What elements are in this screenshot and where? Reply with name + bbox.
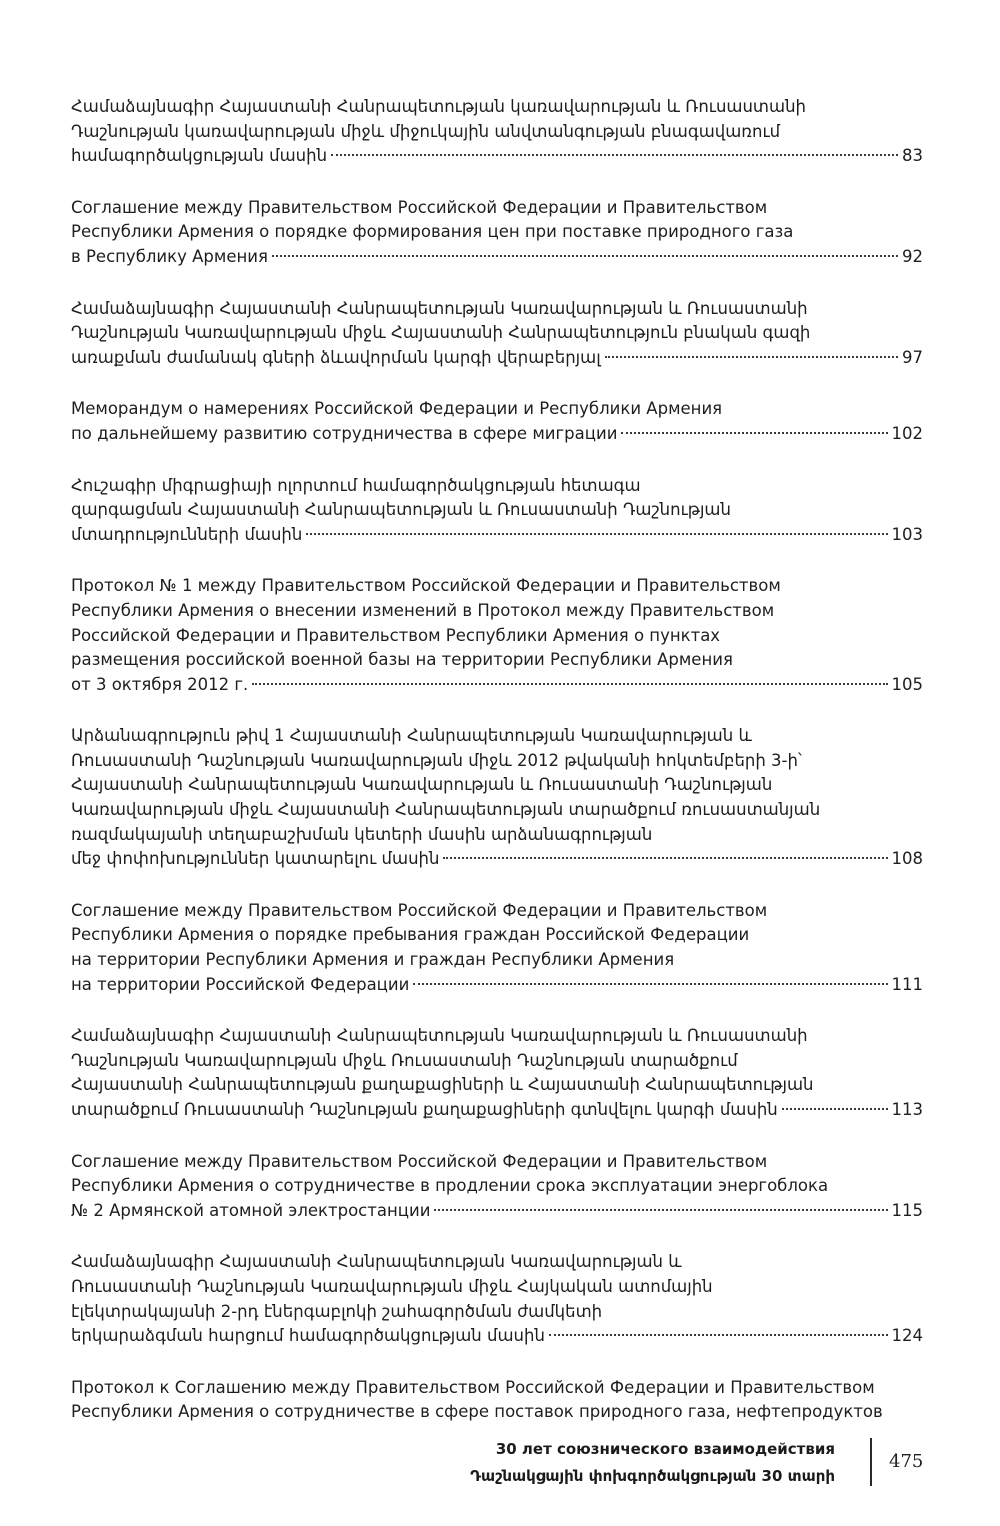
toc-entry-line: Հայաստանի Հանրապետության Կառավարության և Ռուսաստանի Դաշնության <box>71 775 773 795</box>
toc-entry-line: Соглашение между Правительством Российской Федерации и Правительством <box>71 900 768 920</box>
toc-entry-line: Կառավարության միջև Հայաստանի Հանրապետության տարածքում ռուսաստանյան <box>71 800 821 820</box>
toc-entry <box>71 899 923 997</box>
toc-entry-final-line <box>71 973 923 998</box>
toc-entry-line: Республики Армения о сотрудничестве в продлении срока эксплуатации энергоблока <box>71 1176 829 1196</box>
toc-entry-line: համագործակցության մասին <box>71 146 328 166</box>
toc-entry-final-line <box>71 673 923 698</box>
toc-entry-line: по дальнейшему развитию сотрудничества в сфере миграции <box>71 423 618 443</box>
toc-entry <box>71 474 923 548</box>
dot-leader <box>252 683 887 685</box>
dot-leader <box>272 255 898 257</box>
toc-page-number: 97 <box>902 347 923 367</box>
toc-page-number: 113 <box>891 1100 923 1119</box>
dot-leader <box>605 356 898 358</box>
toc-entry-line: Республики Армения о порядке пребывания граждан Российской Федерации <box>71 925 750 945</box>
toc-page-number: 103 <box>891 524 923 544</box>
toc-entry-final-line <box>71 1324 923 1349</box>
toc-entry-line: Դաշնության կառավարության միջև միջուկային անվտանգության բնագավառում <box>71 121 781 141</box>
footer-title-russian: 30 лет союзнического взаимодействия <box>495 1440 835 1458</box>
dot-leader <box>413 983 887 985</box>
toc-entry-line: Протокол к Соглашению между Правительством Российской Федерации и Правительством <box>71 1377 875 1397</box>
toc-page-number: 92 <box>902 246 923 266</box>
toc-page-number: 102 <box>891 423 923 443</box>
toc-entry-line: на территории Республики Армения и граждан Республики Армения <box>71 950 675 970</box>
toc-entry-final-line <box>71 523 923 548</box>
dot-leader <box>621 432 887 434</box>
toc-entry-line: в Республику Армения <box>71 246 268 266</box>
toc-entry <box>71 574 923 697</box>
dot-leader <box>782 1108 888 1110</box>
toc-entry-line: Протокол № 1 между Правительством Российской Федерации и Правительством <box>71 576 781 596</box>
toc-page-number: 105 <box>891 674 923 694</box>
toc-entry-final-line <box>71 346 923 371</box>
dot-leader <box>443 857 887 859</box>
page-number: 475 <box>889 1451 924 1472</box>
toc-entry-line: տարածքում Ռուսաստանի Դաշնության քաղաքացիների գտնվելու կարգի մասին <box>71 1100 778 1119</box>
toc-page-number: 111 <box>891 974 923 994</box>
table-of-contents <box>71 95 923 1453</box>
toc-entry <box>71 1150 923 1224</box>
toc-entry-line: Республики Армения о внесении изменений в Протокол между Правительством <box>71 600 775 620</box>
toc-entry <box>71 95 923 169</box>
toc-page-number: 108 <box>891 849 923 869</box>
toc-entry <box>71 397 923 446</box>
toc-entry-line: Համաձայնագիր Հայաստանի Հանրապետության Կառավարության և Ռուսաստանի <box>71 298 808 318</box>
toc-entry-partial <box>71 1376 923 1426</box>
toc-entry-line: Հայաստանի Հանրապետության քաղաքացիների և Հայաստանի Հանրապետության <box>71 1075 814 1095</box>
dot-leader <box>306 533 887 535</box>
toc-entry-line: размещения российской военной базы на территории Республики Армения <box>71 650 733 670</box>
toc-entry-line: Դաշնության Կառավարության միջև Հայաստանի Հանրապետություն բնական գազի <box>71 323 811 343</box>
toc-entry-line: երկարաձգման հարցում համագործակցության մասին <box>71 1326 545 1346</box>
toc-entry-line: от 3 октября 2012 г. <box>71 674 249 694</box>
toc-entry-line: Соглашение между Правительством Российской Федерации и Правительством <box>71 197 768 217</box>
toc-entry-final-line <box>71 245 923 270</box>
toc-entry-line: առաքման ժամանակ գների ձևավորման կարգի վերաբերյալ <box>71 347 601 367</box>
toc-page-number: 115 <box>891 1200 923 1220</box>
toc-entry-line: Республики Армения о сотрудничестве в сфере поставок природного газа, нефтепродуктов <box>71 1402 883 1422</box>
toc-page-number: 124 <box>891 1326 923 1346</box>
toc-entry-final-line <box>71 422 923 447</box>
toc-entry-final-line <box>71 1098 923 1123</box>
toc-entry-line: Соглашение между Правительством Российской Федерации и Правительством <box>71 1151 768 1171</box>
toc-entry <box>71 196 923 270</box>
toc-entry-final-line <box>71 144 923 169</box>
dot-leader <box>549 1334 888 1336</box>
toc-entry-line: Համաձայնագիր Հայաստանի Հանրապետության Կառավարության և <box>71 1252 682 1272</box>
footer-divider <box>870 1438 872 1486</box>
toc-entry-line: Российской Федерации и Правительством Республики Армения о пунктах <box>71 625 721 645</box>
toc-entry-line: Ռուսաստանի Դաշնության Կառավարության միջև 2012 թվականի հոկտեմբերի 3-ի՝ <box>71 750 802 770</box>
toc-entry-line: Համաձայնագիր Հայաստանի Հանրապետության Կառավարության և Ռուսաստանի <box>71 1026 808 1046</box>
toc-entry-line: ռազմակայանի տեղաբաշխման կետերի մասին արձանագրության <box>71 824 653 844</box>
toc-entry-line: на территории Российской Федерации <box>71 974 410 994</box>
page-footer <box>0 1436 1000 1496</box>
toc-entry-line: Համաձայնագիր Հայաստանի Հանրապետության կառավարության և Ռուսաստանի <box>71 97 806 116</box>
toc-entry-final-line <box>71 1199 923 1224</box>
toc-entry-line: մտադրությունների մասին <box>71 524 303 544</box>
toc-entry <box>71 724 923 872</box>
toc-entry-line: Ռուսաստանի Դաշնության Կառավարության միջև Հայկական ատոմային <box>71 1276 713 1296</box>
toc-entry-line: մեջ փոփոխություններ կատարելու մասին <box>71 849 440 869</box>
toc-entry-line: № 2 Армянской атомной электростанции <box>71 1200 431 1220</box>
toc-entry-line: Դաշնության Կառավարության միջև Ռուսաստանի Դաշնության տարածքում <box>71 1050 738 1070</box>
toc-entry-line: Меморандум о намерениях Российской Федерации и Республики Армения <box>71 399 723 419</box>
footer-title-armenian: Դաշնակցային փոխգործակցության 30 տարի <box>470 1467 835 1485</box>
toc-page-number: 83 <box>902 146 923 166</box>
dot-leader <box>331 154 898 156</box>
toc-entry-final-line <box>71 847 923 872</box>
toc-entry-line: Հուշագիր միգրացիայի ոլորտում համագործակցության հետագա <box>71 475 641 495</box>
toc-entry-line: էլեկտրակայանի 2-րդ էներգաբլոկի շահագործման ժամկետի <box>71 1301 603 1321</box>
toc-entry <box>71 297 923 371</box>
toc-entry <box>71 1250 923 1348</box>
toc-entry <box>71 1024 923 1122</box>
toc-entry-line: զարգացման Հայաստանի Հանրապետության և Ռուսաստանի Դաշնության <box>71 500 731 520</box>
dot-leader <box>434 1209 887 1211</box>
toc-entry-line: Республики Армения о порядке формирования цен при поставке природного газа <box>71 222 794 242</box>
toc-entry-line: Արձանագրություն թիվ 1 Հայաստանի Հանրապետության Կառավարության և <box>71 726 752 746</box>
